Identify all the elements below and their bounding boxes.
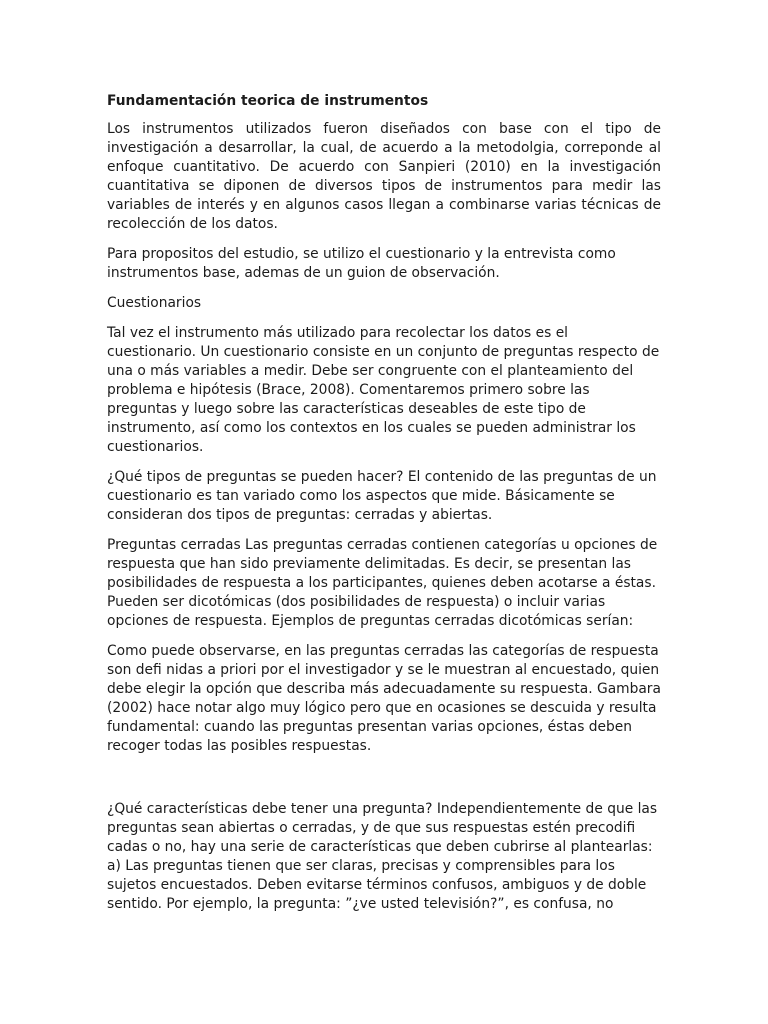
text-line: Los instrumentos utilizados fueron diseñados con base con el tipo de <box>107 121 661 137</box>
text-line: instrumento, así como los contextos en los cuales se pueden administrar los <box>107 420 636 436</box>
blank-space <box>107 767 661 800</box>
document-title: Fundamentación teorica de instrumentos <box>107 93 429 109</box>
text-line: una o más variables a medir. Debe ser congruente con el planteamiento del <box>107 363 634 379</box>
text-line: fundamental: cuando las preguntas presentan varias opciones, éstas deben <box>107 719 633 735</box>
text-line: cuestionario es tan variado como los aspectos que mide. Básicamente se <box>107 488 615 504</box>
text-line: a) Las preguntas tienen que ser claras, precisas y comprensibles para los <box>107 858 615 874</box>
paragraph-closed-questions <box>107 536 661 631</box>
text-line: sujetos encuestados. Deben evitarse términos confusos, ambiguos y de doble <box>107 877 647 893</box>
text-line: respuesta que han sido previamente delimitadas. Es decir, se presentan las <box>107 556 631 572</box>
paragraph-questionnaire <box>107 324 661 457</box>
text-line: posibilidades de respuesta a los participantes, quienes deben acotarse a éstas. <box>107 575 656 591</box>
text-line: problema e hipótesis (Brace, 2008). Comentaremos primero sobre las <box>107 382 590 398</box>
text-line: consideran dos tipos de preguntas: cerradas y abiertas. <box>107 507 493 523</box>
text-line: recoger todas las posibles respuestas. <box>107 738 372 754</box>
paragraph-closed-categories <box>107 642 661 756</box>
text-line: enfoque cuantitativo. De acuerdo con Sanpieri (2010) en la investigación <box>107 159 661 175</box>
paragraph-characteristics <box>107 800 661 914</box>
text-line: Pueden ser dicotómicas (dos posibilidades de respuesta) o incluir varias <box>107 594 606 610</box>
text-line: Tal vez el instrumento más utilizado para recolectar los datos es el <box>107 325 569 341</box>
text-line: Como puede observarse, en las preguntas cerradas las categorías de respuesta <box>107 643 659 659</box>
text-line: cuestionarios. <box>107 439 204 455</box>
text-line: investigación a desarrollar, la cual, de acuerdo a la metodolgia, correponde al <box>107 140 661 156</box>
text-line: cadas o no, hay una serie de características que deben cubrirse al plantearlas: <box>107 839 653 855</box>
text-line: cuestionario. Un cuestionario consiste en un conjunto de preguntas respecto de <box>107 344 660 360</box>
text-line: recolección de los datos. <box>107 216 278 232</box>
paragraph-question-types <box>107 468 661 525</box>
subheading-text: Cuestionarios <box>107 295 202 311</box>
text-line: son defi nidas a priori por el investigador y se le muestran al encuestado, quien <box>107 662 660 678</box>
document-page <box>107 92 661 925</box>
text-line: opciones de respuesta. Ejemplos de preguntas cerradas dicotómicas serían: <box>107 613 634 629</box>
text-line: instrumentos base, ademas de un guion de observación. <box>107 265 500 281</box>
text-line: Preguntas cerradas Las preguntas cerradas contienen categorías u opciones de <box>107 537 658 553</box>
text-line: Para propositos del estudio, se utilizo el cuestionario y la entrevista como <box>107 246 616 262</box>
text-line: preguntas sean abiertas o cerradas, y de que sus respuestas estén precodifi <box>107 820 636 836</box>
text-line: variables de interés y en algunos casos llegan a combinarse varias técnicas de <box>107 197 661 213</box>
text-line: sentido. Por ejemplo, la pregunta: ”¿ve usted televisión?”, es confusa, no <box>107 896 614 912</box>
paragraph-purpose <box>107 245 661 283</box>
paragraph-intro <box>107 120 661 234</box>
section-subheading <box>107 294 661 313</box>
text-line: preguntas y luego sobre las características deseables de este tipo de <box>107 401 586 417</box>
text-line: debe elegir la opción que describa más adecuadamente su respuesta. Gambara <box>107 681 661 697</box>
text-line: ¿Qué tipos de preguntas se pueden hacer? El contenido de las preguntas de un <box>107 469 657 485</box>
text-line: cuantitativa se diponen de diversos tipos de instrumentos para medir las <box>107 178 661 194</box>
text-line: ¿Qué características debe tener una pregunta? Independientemente de que las <box>107 801 658 817</box>
text-line: (2002) hace notar algo muy lógico pero que en ocasiones se descuida y resulta <box>107 700 657 716</box>
